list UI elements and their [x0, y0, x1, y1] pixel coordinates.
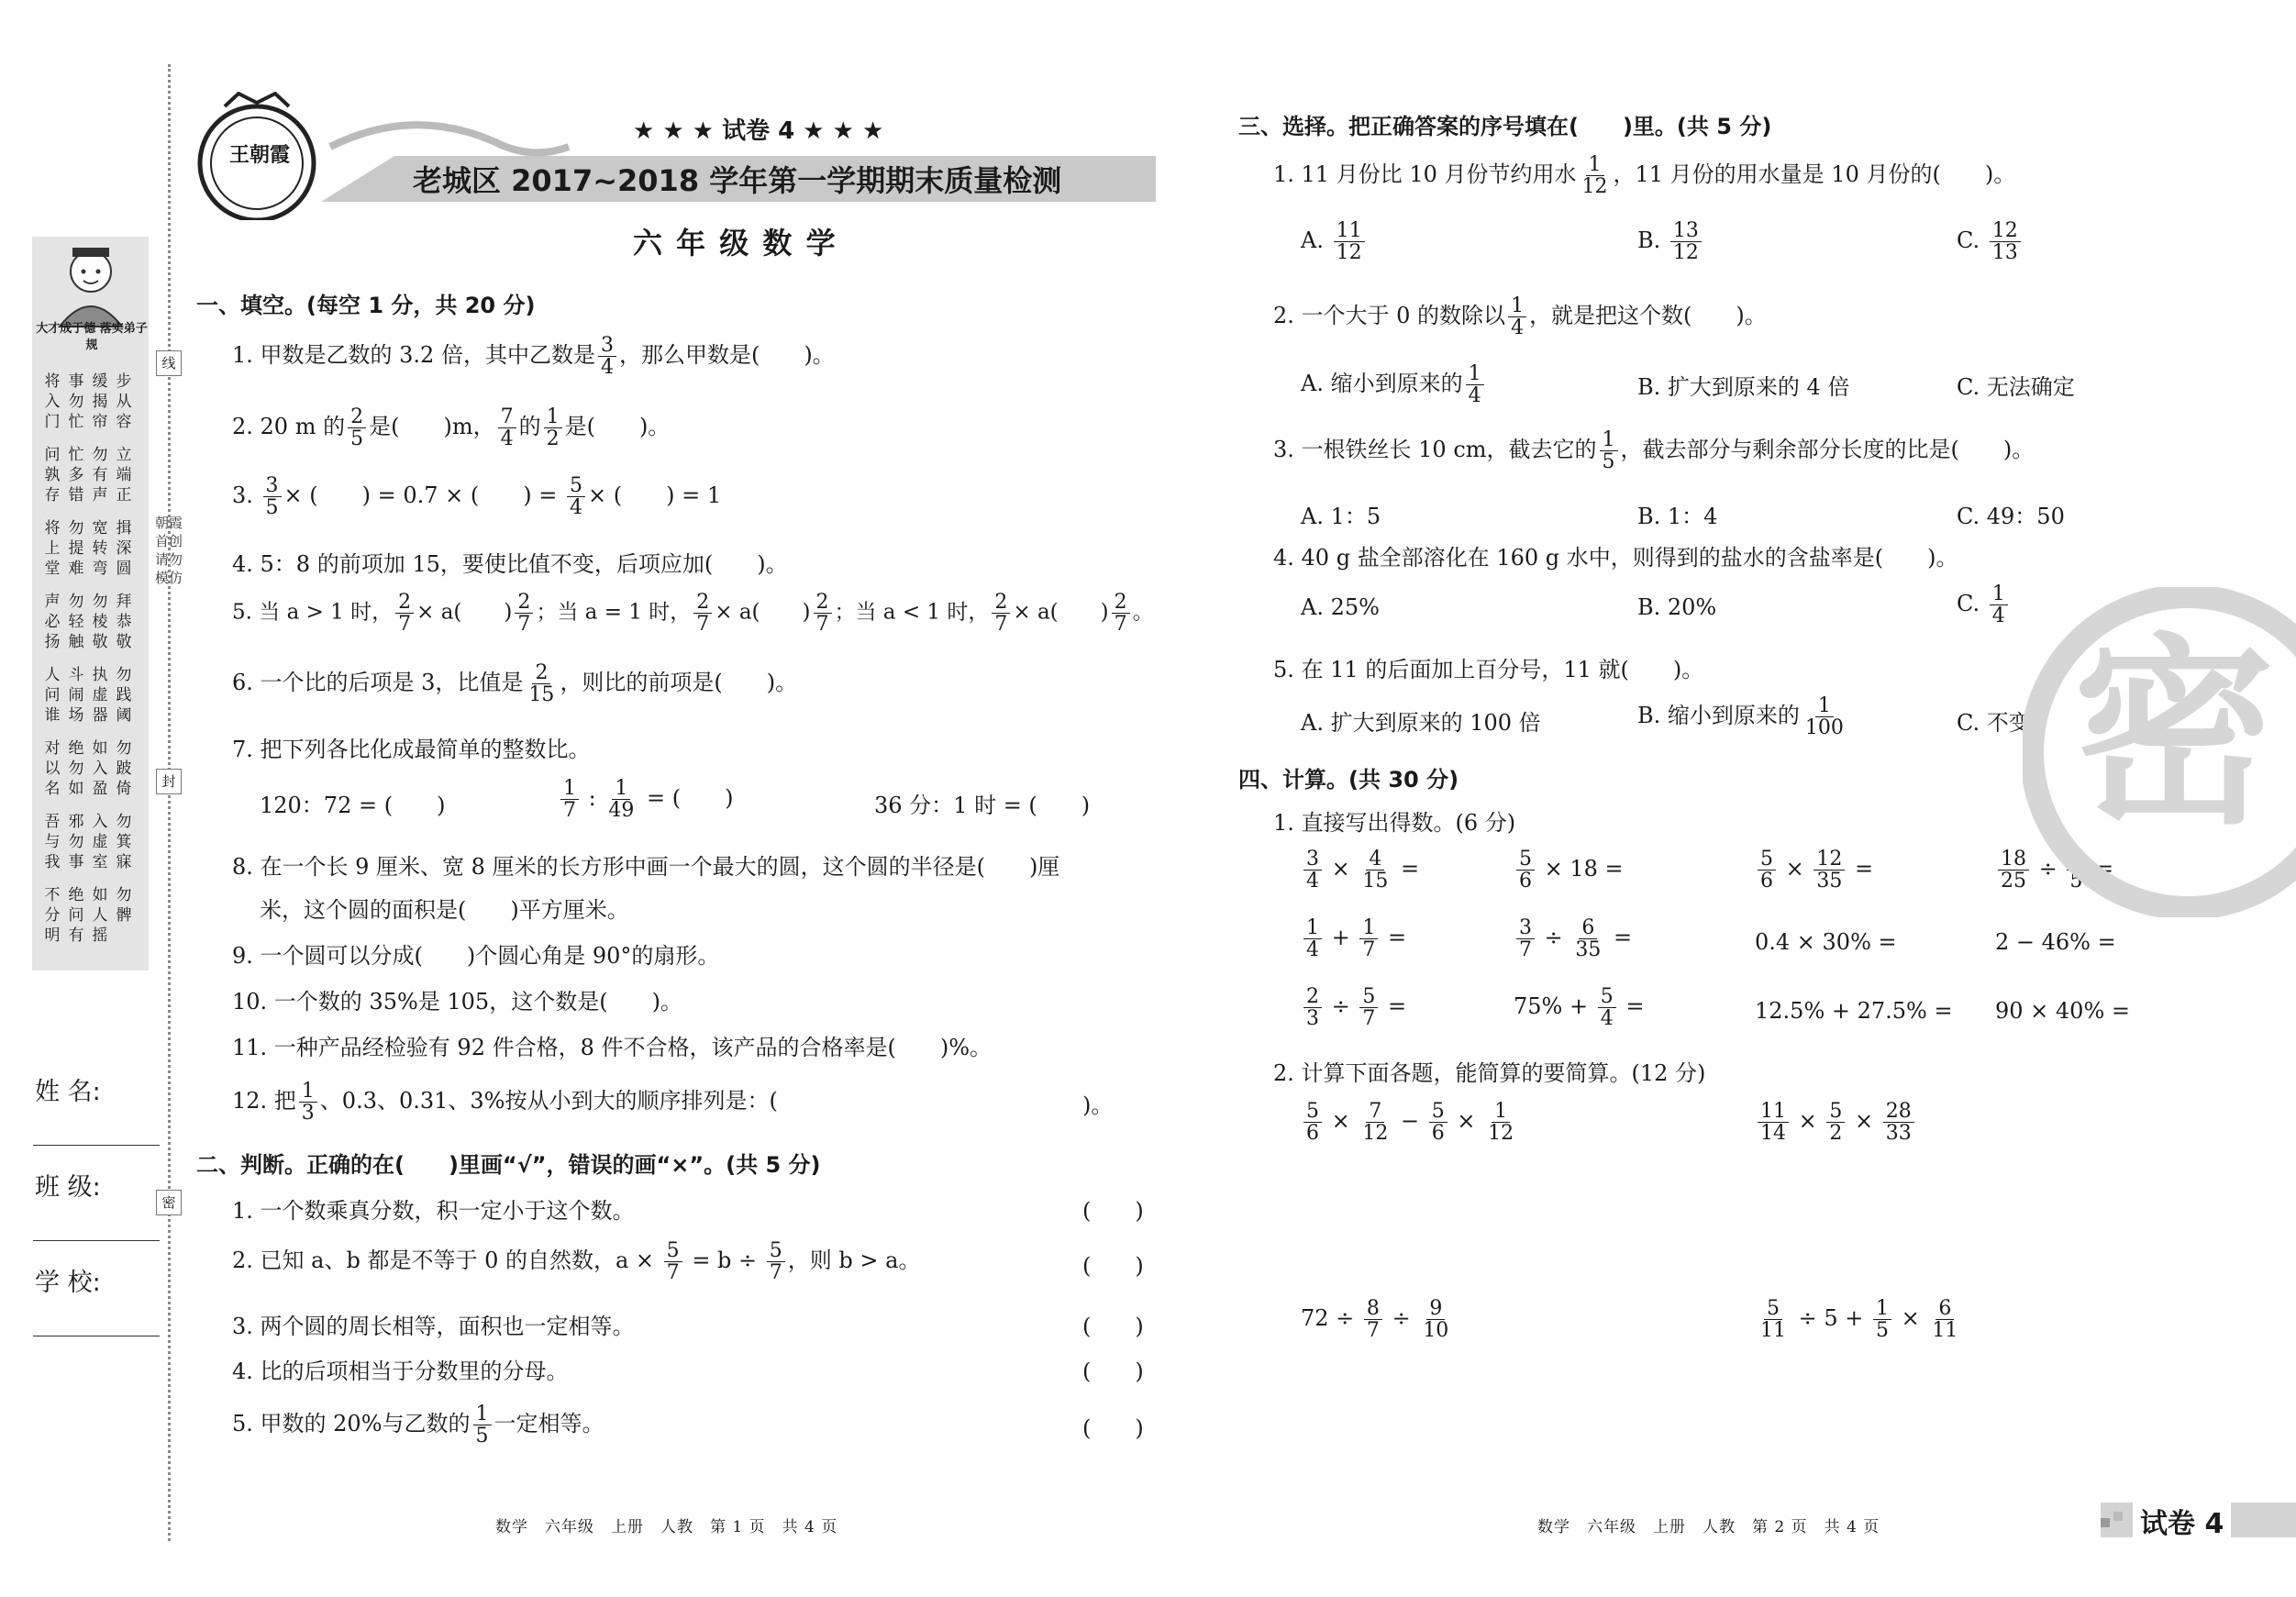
motto-column: 入虚室 — [92, 813, 108, 871]
motto-column: 邪勿事 — [68, 813, 84, 871]
s1-q11: 11. 一种产品经检验有 92 件合格，8 件不合格，该产品的合格率是( )%。 — [232, 1035, 993, 1060]
motto-column: 将上堂 — [44, 519, 61, 578]
s1-q12: 12. 把 $\frac{1}{3}$ 、0.3、0.31、3%按从小到大的顺序排列是：( — [232, 1080, 778, 1126]
motto-column: 绝问有 — [68, 886, 84, 945]
s3-q5-optA: A. 扩大到原来的 100 倍 — [1301, 710, 1541, 736]
calc-r1-4: $\frac{18}{25}$ ÷ $\frac{9}{5}$ = — [1995, 848, 2113, 892]
motto-column: 揖深圆 — [116, 519, 132, 578]
motto-column: 如人摇 — [92, 886, 108, 945]
binding-dotted-line — [168, 64, 171, 1541]
motto-column: 勿跛倚 — [116, 739, 132, 798]
binding-label-line: 线 — [156, 350, 182, 376]
motto-column: 不分明 — [44, 886, 61, 945]
calc-r2-1: $\frac{1}{4}$ + $\frac{1}{7}$ = — [1301, 917, 1406, 960]
s3-q5-optB: B. 缩小到原来的 $\frac{1}{100}$ — [1637, 694, 1844, 740]
s1-q7: 7. 把下列各比化成最简单的整数比。 — [232, 737, 591, 762]
motto-column: 勿有声 — [92, 446, 108, 505]
subject-title: 六 年 级 数 学 — [633, 226, 837, 261]
calc2-4: $\frac{5}{11}$ ÷ 5 + $\frac{1}{5}$ × $\frac{6}{11}$ — [1760, 1297, 1958, 1343]
motto-column: 将入门 — [44, 372, 61, 431]
s2-q5: 5. 甲数的 20%与乙数的 $\frac{1}{5}$ 一定相等。 — [232, 1403, 605, 1448]
corner-square — [2101, 1518, 2110, 1527]
paper-number: ★ ★ ★ 试卷 4 ★ ★ ★ — [633, 117, 884, 145]
calc-r1-3: $\frac{5}{6}$ × $\frac{12}{35}$ = — [1755, 848, 1873, 892]
calc2-1: $\frac{5}{6}$ × $\frac{7}{12}$ − $\frac{5}{6}$ × $\frac{1}{12}$ — [1301, 1101, 1519, 1144]
s1-q8: 8. 在一个长 9 厘米、宽 8 厘米的长方形中画一个最大的圆，这个圆的半径是( )厘 — [232, 854, 1060, 880]
corner-paper-label: 试卷 4 — [2133, 1501, 2231, 1541]
s3-q2-optA: A. 缩小到原来的 $\frac{1}{4}$ — [1301, 363, 1487, 406]
section4-heading: 四、计算。(共 30 分) — [1238, 767, 1459, 793]
s1-q2: 2. 20 m 的 $\frac{2}{5}$ 是( )m， $\frac{7}{4}$ 的 $\frac{1}{2}$ 是( )。 — [232, 405, 671, 451]
calc-r1-1: $\frac{3}{4}$ × $\frac{4}{15}$ = — [1301, 848, 1419, 892]
s3-q1-optC: C. $\frac{12}{13}$ — [1957, 220, 2024, 263]
s1-q9: 9. 一个圆可以分成( )个圆心角是 90°的扇形。 — [232, 943, 720, 969]
motto-column: 如入盈 — [92, 739, 108, 798]
header-banner — [174, 92, 1156, 220]
motto-column: 勿髀 — [116, 886, 132, 925]
calc-r1-2: $\frac{5}{6}$ × 18 = — [1514, 848, 1624, 892]
s2-answer-box-5[interactable]: ( ) — [1082, 1415, 1144, 1441]
motto-column: 缓揭帘 — [92, 372, 108, 431]
s3-q1-optA: A. $\frac{11}{12}$ — [1301, 220, 1368, 263]
s4-sub2: 2. 计算下面各题，能简算的要简算。(12 分) — [1273, 1060, 1706, 1086]
motto-column: 步从容 — [116, 372, 132, 431]
slogan: 大才成于德 落实弟子规 — [36, 322, 148, 352]
motto-column: 宽转弯 — [92, 519, 108, 578]
name-line[interactable] — [33, 1145, 160, 1146]
s1-q7-item2: $\frac{1}{7}$ : $\frac{1}{49}$ = ( ) — [558, 778, 733, 821]
calc-r2-4: 2 − 46% = — [1995, 929, 2116, 955]
s2-answer-box-1[interactable]: ( ) — [1082, 1198, 1144, 1224]
s1-q3: 3. $\frac{3}{5}$ × ( ) = 0.7 × ( ) = $\frac{5}{4}$ × ( ) = 1 — [232, 474, 722, 520]
s3-q3: 3. 一根铁丝长 10 cm，截去它的 $\frac{1}{5}$ ，截去部分与剩余部分长度的比是( )。 — [1273, 428, 2035, 474]
motto-column: 声必扬 — [44, 593, 61, 651]
motto-column: 对以名 — [44, 739, 61, 798]
s4-sub1: 1. 直接写出得数。(6 分) — [1273, 810, 1516, 836]
motto-column: 勿提难 — [68, 519, 84, 578]
binding-label-seal: 封 — [156, 769, 182, 794]
school-label: 学 校: — [35, 1269, 101, 1297]
calc2-2: $\frac{11}{14}$ × $\frac{5}{2}$ × $\frac{28}{33}$ — [1755, 1101, 1917, 1144]
side-note: 朝霞首创 请勿模仿 — [154, 515, 183, 586]
calc-r3-3: 12.5% + 27.5% = — [1755, 998, 1953, 1024]
motto-column: 问孰存 — [44, 446, 61, 505]
motto-column: 事勿忙 — [68, 372, 84, 431]
s3-q4-optB: B. 20% — [1637, 594, 1717, 620]
motto-column: 立端正 — [116, 446, 132, 505]
s2-q4: 4. 比的后项相当于分数里的分母。 — [232, 1359, 569, 1384]
s2-answer-box-4[interactable]: ( ) — [1082, 1359, 1144, 1384]
s1-q5: 5. 当 a > 1 时， $\frac{2}{7}$ × a( ) $\frac{2}{7}$ ；当 a = 1 时， $\frac{2}{7}$ × a( ) $\frac{2}{7}$ ；当 a < 1 时， $\frac{2}{7}$ × a( ) $\frac{2}{7}$ 。 — [232, 591, 1154, 637]
s1-q10: 10. 一个数的 35%是 105，这个数是( )。 — [232, 989, 682, 1015]
s3-q1-optB: B. $\frac{13}{12}$ — [1637, 220, 1704, 263]
binding-label-secret: 密 — [156, 1190, 182, 1215]
s3-q5-optC: C. 不变 — [1957, 710, 2031, 736]
s1-q6: 6. 一个比的后项是 3，比值是 $\frac{2}{15}$ ，则比的前项是( )。 — [232, 661, 798, 707]
secret-stamp-text: 密 — [2073, 616, 2276, 851]
motto-column: 勿棱敬 — [92, 593, 108, 651]
motto-column: 勿轻触 — [68, 593, 84, 651]
motto-column: 人问谁 — [44, 666, 61, 725]
scholar-figure-icon — [41, 240, 140, 328]
s2-answer-box-2[interactable]: ( ) — [1082, 1253, 1144, 1279]
class-line[interactable] — [33, 1240, 160, 1241]
s3-q2-optC: C. 无法确定 — [1957, 374, 2075, 400]
s3-q2-optB: B. 扩大到原来的 4 倍 — [1637, 374, 1850, 400]
s1-q1: 1. 甲数是乙数的 3.2 倍，其中乙数是 $\frac{3}{4}$ ，那么甲数是( )。 — [232, 334, 835, 380]
motto-column: 拜恭敬 — [116, 593, 132, 651]
motto-grid — [44, 372, 145, 959]
s3-q5: 5. 在 11 的后面加上百分号，11 就( )。 — [1273, 657, 1704, 682]
s3-q2: 2. 一个大于 0 的数除以 $\frac{1}{4}$ ，就是把这个数( )。 — [1273, 294, 1767, 340]
section2-heading: 二、判断。正确的在( )里画“√”，错误的画“×”。(共 5 分) — [196, 1152, 821, 1178]
s1-q8-cont: 米，这个圆的面积是( )平方厘米。 — [260, 897, 629, 923]
calc-r3-2: 75% + $\frac{5}{4}$ = — [1514, 985, 1645, 1031]
corner-square — [2113, 1512, 2123, 1521]
motto-column: 执虚器 — [92, 666, 108, 725]
calc-r3-4: 90 × 40% = — [1995, 998, 2130, 1024]
footer-right: 数学 六年级 上册 人教 第 2 页 共 4 页 — [1537, 1518, 1880, 1536]
s2-q3: 3. 两个圆的周长相等，面积也一定相等。 — [232, 1314, 635, 1339]
s1-q7-item3: 36 分：1 时 = ( ) — [874, 793, 1091, 818]
s1-q4: 4. 5：8 的前项加 15，要使比值不变，后项应加( )。 — [232, 551, 788, 577]
s3-q4-optA: A. 25% — [1301, 594, 1380, 620]
s3-q4-optC: C. $\frac{1}{4}$ — [1957, 583, 2011, 627]
footer-left: 数学 六年级 上册 人教 第 1 页 共 4 页 — [495, 1518, 838, 1536]
s2-q2: 2. 已知 a、b 都是不等于 0 的自然数，a × $\frac{5}{7}$ = b ÷ $\frac{5}{7}$ ，则 b > a。 — [232, 1239, 921, 1285]
exam-title: 老城区 2017~2018 学年第一学期期末质量检测 — [413, 163, 1062, 198]
motto-column: 吾与我 — [44, 813, 61, 871]
section3-heading: 三、选择。把正确答案的序号填在( )里。(共 5 分) — [1238, 114, 1772, 139]
name-label: 姓 名: — [35, 1078, 101, 1106]
motto-column: 斗闹场 — [68, 666, 84, 725]
section1-heading: 一、填空。(每空 1 分，共 20 分) — [196, 293, 536, 318]
s3-q1: 1. 11 月份比 10 月份节约用水 $\frac{1}{12}$ ，11 月份的用水量是 10 月份的( )。 — [1273, 153, 2016, 199]
s3-q4: 4. 40 g 盐全部溶化在 160 g 水中，则得到的盐水的含盐率是( )。 — [1273, 545, 1958, 571]
calc2-3: 72 ÷ $\frac{8}{7}$ ÷ $\frac{9}{10}$ — [1301, 1297, 1449, 1343]
s2-q1: 1. 一个数乘真分数，积一定小于这个数。 — [232, 1198, 635, 1224]
class-label: 班 级: — [35, 1173, 101, 1202]
motto-column: 勿箕寐 — [116, 813, 132, 871]
calc-r2-3: 0.4 × 30% = — [1755, 929, 1897, 955]
s2-answer-box-3[interactable]: ( ) — [1082, 1314, 1144, 1339]
s3-q3-optA: A. 1：5 — [1301, 504, 1381, 529]
publisher-logo: 王朝霞 — [228, 143, 290, 167]
s1-q7-item1: 120：72 = ( ) — [260, 793, 446, 818]
s1-q12-close: )。 — [1082, 1092, 1114, 1118]
calc-r3-1: $\frac{2}{3}$ ÷ $\frac{5}{7}$ = — [1301, 986, 1406, 1029]
calc-r2-2: $\frac{3}{7}$ ÷ $\frac{6}{35}$ = — [1514, 917, 1632, 960]
s3-q3-optC: C. 49：50 — [1957, 504, 2065, 529]
motto-column: 绝勿如 — [68, 739, 84, 798]
s3-q3-optB: B. 1：4 — [1637, 504, 1718, 529]
motto-column: 勿践阈 — [116, 666, 132, 725]
motto-column: 忙多错 — [68, 446, 84, 505]
